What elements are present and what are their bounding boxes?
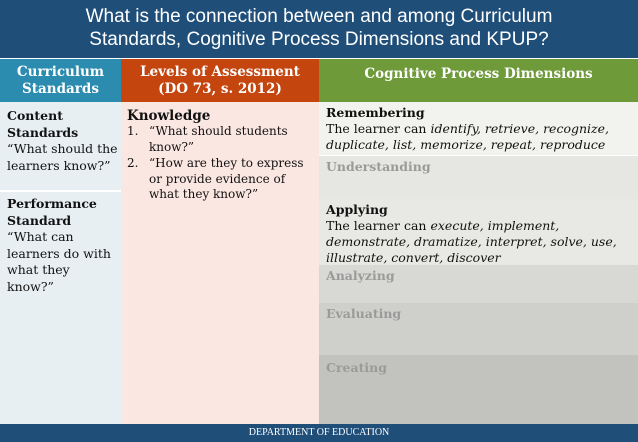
list-text: “How are they to express or provide evidence of what they know?” [149,156,304,201]
cognitive-row-remembering [319,102,638,156]
creating-title: Creating [326,360,387,375]
applying-title: Applying [326,202,388,217]
remembering-lead: The learner can [326,121,431,136]
list-text: “What should students know?” [149,124,288,154]
performance-standard-label-line2: Standard [7,212,72,228]
content-standards [7,108,119,174]
levels-of-assessment-header [121,59,319,102]
list-item [127,156,315,203]
content-standards-question: “What should the learners know?” [7,141,118,173]
footer: DEPARTMENT OF EDUCATION [0,424,638,442]
understanding-title: Understanding [326,159,431,174]
cognitive-process-header: Cognitive Process Dimensions [319,59,638,102]
knowledge-list [127,124,315,204]
cognitive-row-understanding [319,156,638,199]
slide-title [0,0,638,58]
cognitive-row-applying [319,199,638,265]
slide-title-line2: Standards, Cognitive Process Dimensions and KPUP? [89,29,549,50]
curriculum-header-line2: Standards [22,81,99,97]
content-standards-label-line2: Standards [7,124,79,140]
remembering-verbs: identify, retrieve, recognize, duplicate, list, memorize, repeat, reproduce [326,121,609,152]
cognitive-row-evaluating [319,303,638,355]
performance-standard-question: “What can learners do with what they know?” [7,229,111,294]
list-number: 2. [127,156,139,170]
levels-header-line1: Levels of Assessment [140,64,300,80]
cognitive-row-creating [319,355,638,424]
curriculum-header-line1: Curriculum [16,64,105,80]
cognitive-row-analyzing [319,265,638,303]
applying-lead: The learner can [326,218,431,233]
applying-verbs: execute, implement, demonstrate, dramatize, interpret, solve, use, illustrate, convert, discover [326,218,617,265]
remembering-title: Remembering [326,105,425,120]
content-standards-label-line1: Content [7,108,63,123]
performance-standard [7,196,119,295]
divider [0,190,121,192]
knowledge-title: Knowledge [127,108,211,124]
list-number: 1. [127,124,139,138]
curriculum-standards-header [0,59,121,102]
list-item [127,124,315,155]
remembering-description [326,121,638,153]
levels-header-line2: (DO 73, s. 2012) [158,81,282,97]
performance-standard-label-line1: Performance [7,196,97,211]
evaluating-title: Evaluating [326,306,402,321]
applying-description [326,218,638,266]
slide-title-line1: What is the connection between and among Curriculum [85,6,553,27]
analyzing-title: Analyzing [326,268,395,283]
